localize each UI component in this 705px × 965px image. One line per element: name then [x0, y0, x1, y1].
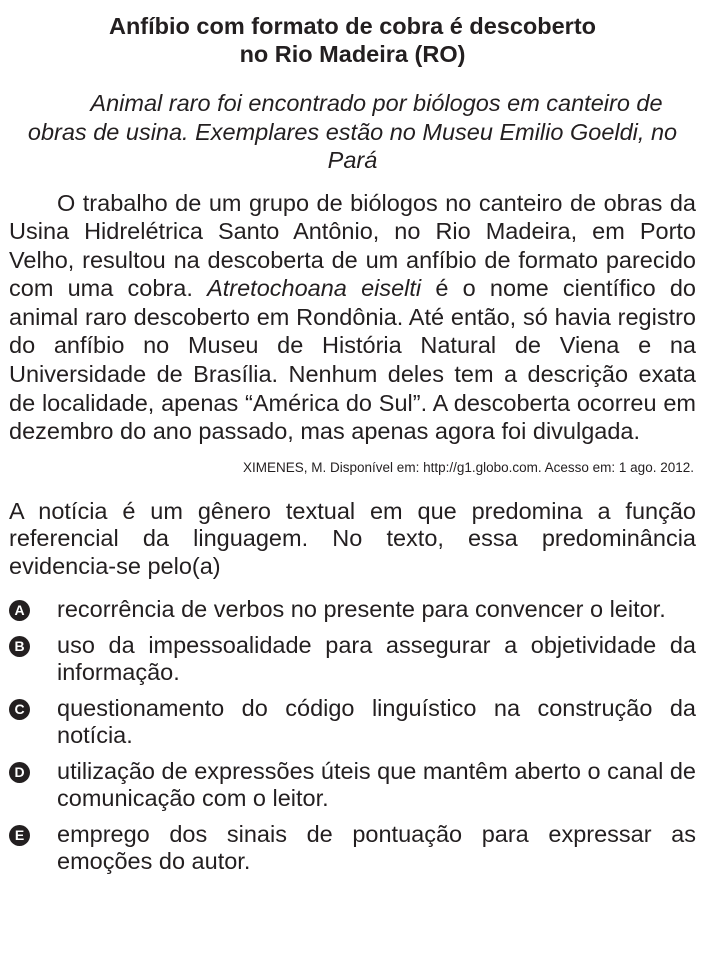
option-c-letter-badge: C — [9, 699, 30, 720]
option-b-letter-badge: B — [9, 636, 30, 657]
option-b-text: uso da impessoalidade para assegurar a objetividade da informação. — [57, 631, 696, 686]
article-title — [9, 12, 696, 68]
option-a-text: recorrência de verbos no presente para convencer o leitor. — [57, 596, 666, 623]
option-b[interactable] — [9, 632, 696, 687]
article-title-line-1: Anfíbio com formato de cobra é descoberto — [108, 13, 597, 39]
source-citation: XIMENES, M. Disponível em: http://g1.globo.com. Acesso em: 1 ago. 2012. — [243, 459, 694, 475]
article-body-part-2: é o nome científico do animal raro descoberto em Rondônia. Até então, só havia registro do anfíbio no Museu de História Natural de Viena e na Universidade de Brasília. Nenhum deles tem a descrição exata de localidade, apenas “América do Sul”. A descoberta ocorreu em dezembro do ano passado, mas apenas agora foi divulgada. — [9, 275, 697, 445]
answer-options — [9, 596, 696, 876]
article-title-line-2: no Rio Madeira (RO) — [239, 41, 466, 67]
option-d-letter-badge: D — [9, 762, 30, 783]
option-c-text: questionamento do código linguístico na construção da notícia. — [57, 694, 696, 749]
option-c[interactable] — [9, 695, 696, 750]
article-body-part-1: O trabalho de um grupo de biólogos no canteiro de obras da Usina Hidrelétrica Santo Antônio, no Rio Madeira, em Porto Velho, resultou na descoberta de um anfíbio de formato parecido com uma cobra. — [9, 189, 696, 302]
question-stem: A notícia é um gênero textual em que predomina a função referencial da linguagem. No texto, essa predominância evidencia-se pelo(a) — [9, 497, 696, 579]
article-subtitle-text: Animal raro foi encontrado por biólogos em canteiro de obras de usina. Exemplares estão no Museu Emilio Goeldi, no Pará — [27, 90, 678, 173]
option-e-text: emprego dos sinais de pontuação para expressar as emoções do autor. — [57, 820, 696, 875]
option-e[interactable] — [9, 821, 696, 876]
article-body — [9, 189, 696, 446]
species-name: Atretochoana eiselti — [207, 275, 422, 302]
option-a[interactable] — [9, 596, 696, 624]
article-subtitle — [9, 89, 696, 175]
option-a-letter-badge: A — [9, 600, 30, 621]
option-e-letter-badge: E — [9, 825, 30, 846]
option-d-text: utilização de expressões úteis que mantêm aberto o canal de comunicação com o leitor. — [57, 757, 696, 812]
option-d[interactable] — [9, 758, 696, 813]
